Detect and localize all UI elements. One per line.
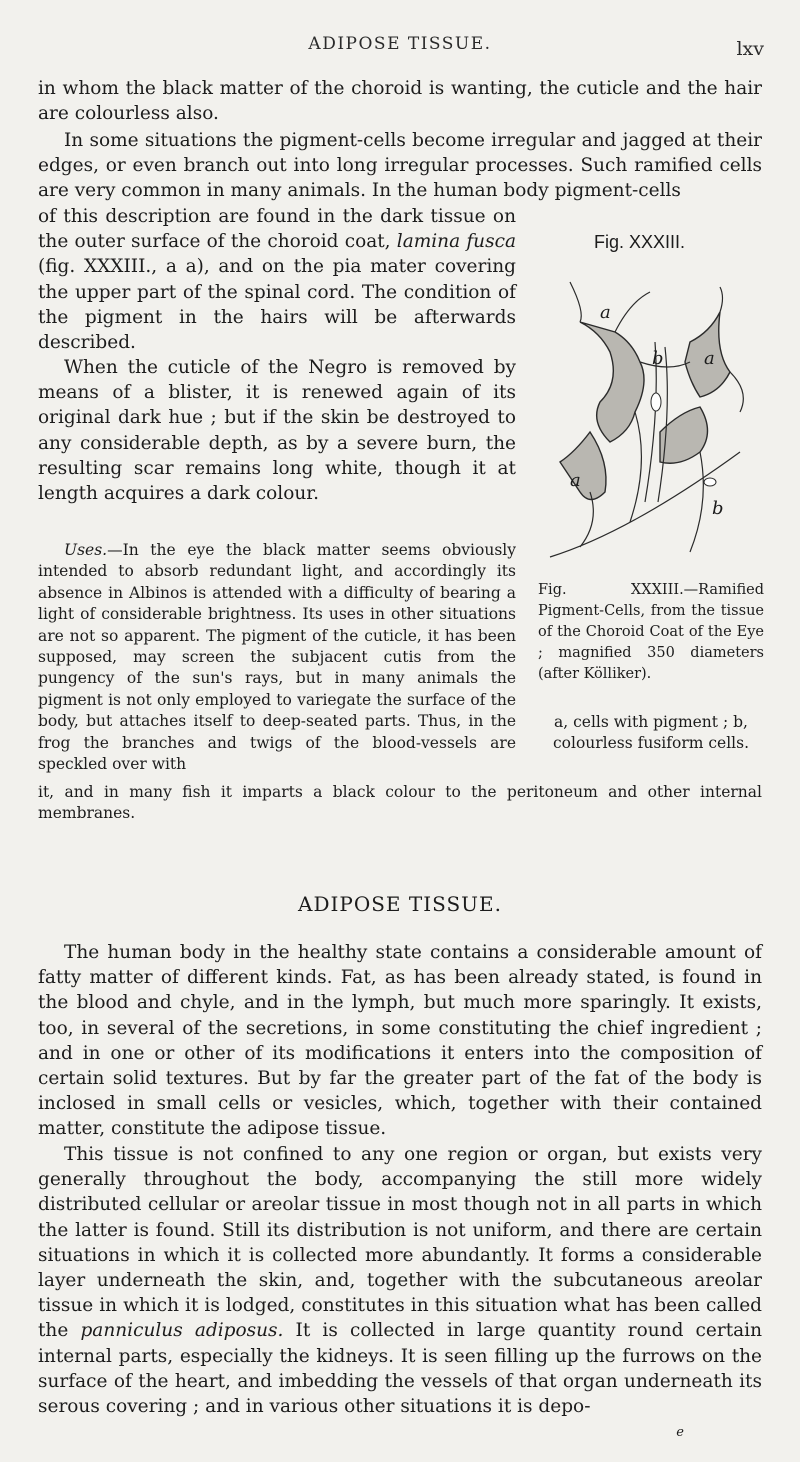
paragraph-negro-cuticle: When the cuticle of the Negro is removed by means of a blister, it is renewed again of its original dark hue ; but if the skin be destroyed to any considerable depth, as by a severe burn, the resulting scar remains long white, though it at length acquires a dark colour. <box>38 357 516 505</box>
figure-letter: a <box>600 302 611 323</box>
pigment-cell-shape <box>560 432 606 500</box>
paragraph-albino-continuation: in whom the black matter of the choroid is wanting, the cuticle and the hair are colourless also. <box>38 78 762 125</box>
figure-letter: a <box>704 348 715 369</box>
uses-label: Uses. <box>64 541 108 559</box>
section-heading: ADIPOSE TISSUE. <box>298 892 502 916</box>
ramified-text-b: (fig. XXXIII., a a), and on the pia mater covering the upper part of the spinal cord. The condition of the pigment in the hairs will be afterwards described. <box>38 256 516 354</box>
figure-caption: Fig. XXXIII.—Ramified Pigment-Cells, from the tissue of the Choroid Coat of the Eye ; magnified 350 diameters (after Kölliker). <box>538 582 764 682</box>
paragraph-ramified-cells-narrow <box>38 204 516 355</box>
figure-letter: b <box>712 498 724 519</box>
panniculus-term: panniculus adiposus. <box>80 1320 284 1342</box>
pigment-cells-illustration <box>540 262 780 570</box>
adipose-text-a: This tissue is not confined to any one region or organ, but exists very generally throughout the body, accompanying the still more widely distributed cellular or areolar tissue in most though not in all parts in which the latter is found. Still its distribution is not uniform, and there are certain situations in which it is collected more abundantly. It forms a considerable layer underneath the skin, and, together with the subcutaneous areolar tissue in which it is lodged, constitutes in this situation what has been called the <box>38 1144 762 1342</box>
uses-text: —In the eye the black matter seems obviously intended to absorb redundant light, and accordingly its absence in Albinos is attended with a difficulty of bearing a light of considerable brightness. Its uses in other situations are not so apparent. The pigment of the cuticle, it has been supposed, may screen the subjacent cutis from the pungency of the sun's rays, but in many animals the pigment is not only employed to variegate the surface of the body, but attaches itself to deep-seated parts. Thus, in the frog the branches and twigs of the blood-vessels are speckled over with <box>38 541 516 774</box>
pigment-cell-shape <box>580 322 644 442</box>
ramified-text-a: of this description are found in the dark tissue on the outer surface of the choroid coat, <box>38 206 516 253</box>
paragraph-uses <box>38 540 516 775</box>
page-number: lxv <box>736 38 764 60</box>
paragraph-ramified-cells-intro: In some situations the pigment-cells become irregular and jagged at their edges, or even branch out into long irregular processes. Such ramified cells are very common in many animals. In the human body pigment-cells <box>38 130 762 202</box>
signature-mark: e <box>676 1425 684 1440</box>
figure-letter: a <box>570 470 581 491</box>
running-header-title: ADIPOSE TISSUE. <box>308 34 492 54</box>
paragraph-adipose-distribution <box>38 1142 762 1419</box>
adipose-text-b: It is collected in large quantity round certain internal parts, especially the kidneys. It is seen filling up the furrows on the surface of the heart, and imbedding the vessels of that organ underneath its serous covering ; and in various other situations it is depo- <box>38 1320 763 1418</box>
lamina-fusca-term: lamina fusca <box>396 231 516 253</box>
paragraph-adipose-intro: The human body in the healthy state contains a considerable amount of fatty matter of different kinds. Fat, as has been already stated, is found in the blood and chyle, and in the lymph, but much more sparingly. It exists, too, in several of the secretions, in some constituting the chief ingredient ; and in one or other of its modifications it enters into the composition of certain solid textures. But by far the greater part of the fat of the body is inclosed in small cells or vesicles, which, together with their contained matter, constitute the adipose tissue. <box>38 942 762 1140</box>
paragraph-uses-continuation: it, and in many fish it imparts a black colour to the peritoneum and other internal membranes. <box>38 783 762 823</box>
figure-legend: a, cells with pigment ; b, colourless fusiform cells. <box>552 713 750 752</box>
figure-label: Fig. XXXIII. <box>594 232 686 252</box>
figure-letter: b <box>652 348 664 369</box>
